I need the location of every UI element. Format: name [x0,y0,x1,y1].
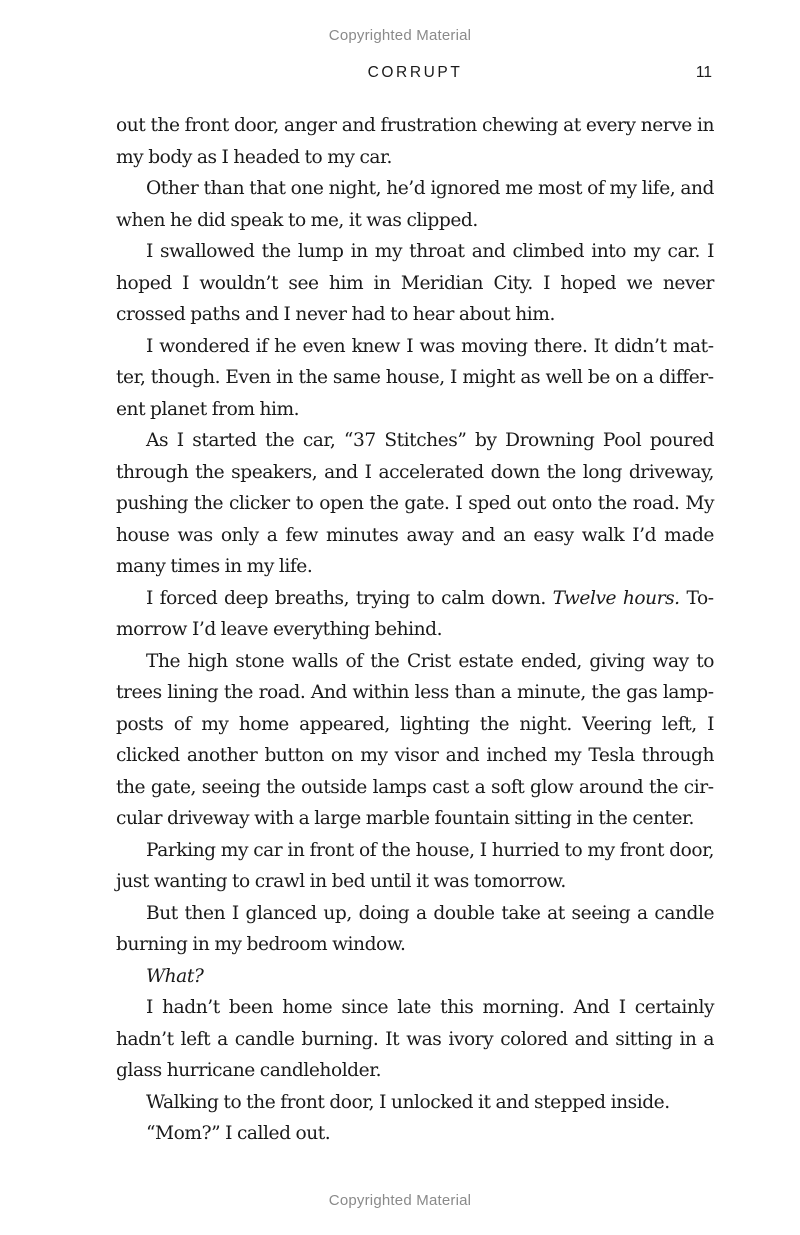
body-text [116,110,714,1150]
book-title: CORRUPT [367,64,463,81]
paragraph: I hadn’t been home since late this morning. And I certainly hadn’t left a candle burning. It was ivory colored and sitting in a glass hurricane candleholder. [116,997,714,1081]
running-header [0,64,800,86]
paragraph: Other than that one night, he’d ignored me most of my life, and when he did speak to me, it was clipped. [116,178,714,231]
copyright-watermark-bottom: Copyrighted Material [328,1192,472,1209]
paragraph: But then I glanced up, doing a double take at seeing a candle burning in my bedroom window. [116,902,714,955]
paragraph: As I started the car, “37 Stitches” by Drowning Pool poured through the speakers, and I accelerated down the long driveway, pushing the clicker to open the gate. I sped out onto the road. My house was only a few minutes away and an easy walk I’d made many times in my life. [116,430,714,577]
copyright-watermark-top: Copyrighted Material [328,27,472,44]
paragraph: out the front door, anger and frustration chewing at every nerve in my body as I headed to my car. [116,115,714,168]
italic-emphasis: Twelve hours. [552,587,680,609]
paragraph [116,961,714,993]
paragraph [116,583,714,646]
paragraph: “Mom?” I called out. [146,1123,331,1144]
italic-emphasis: What? [146,965,204,987]
paragraph: Walking to the front door, I unlocked it and stepped inside. [146,1091,670,1113]
paragraph-text: I forced deep breaths, trying to calm down. [146,587,553,609]
paragraph: The high stone walls of the Crist estate ended, giving way to trees lining the road. And within less than a minute, the gas lampposts of my home appeared, lighting the night. Veering left, I clicked another button on my visor and inched my Tesla through the gate, seeing the outside lamps cast a soft glow around the circular driveway with a large marble fountain sitting in the center. [116,650,714,829]
page-number: 11 [695,64,712,81]
paragraph: I swallowed the lump in my throat and climbed into my car. I hoped I wouldn’t see him in Meridian City. I hoped we never crossed paths and I never had to hear about him. [116,241,714,325]
paragraph: I wondered if he even knew I was moving there. It didn’t matter, though. Even in the same house, I might as well be on a different planet from him. [116,335,714,420]
paragraph: Parking my car in front of the house, I hurried to my front door, just wanting to crawl in bed until it was tomorrow. [116,839,714,892]
paragraph-text: Tomorrow I’d leave everything behind. [116,587,714,640]
